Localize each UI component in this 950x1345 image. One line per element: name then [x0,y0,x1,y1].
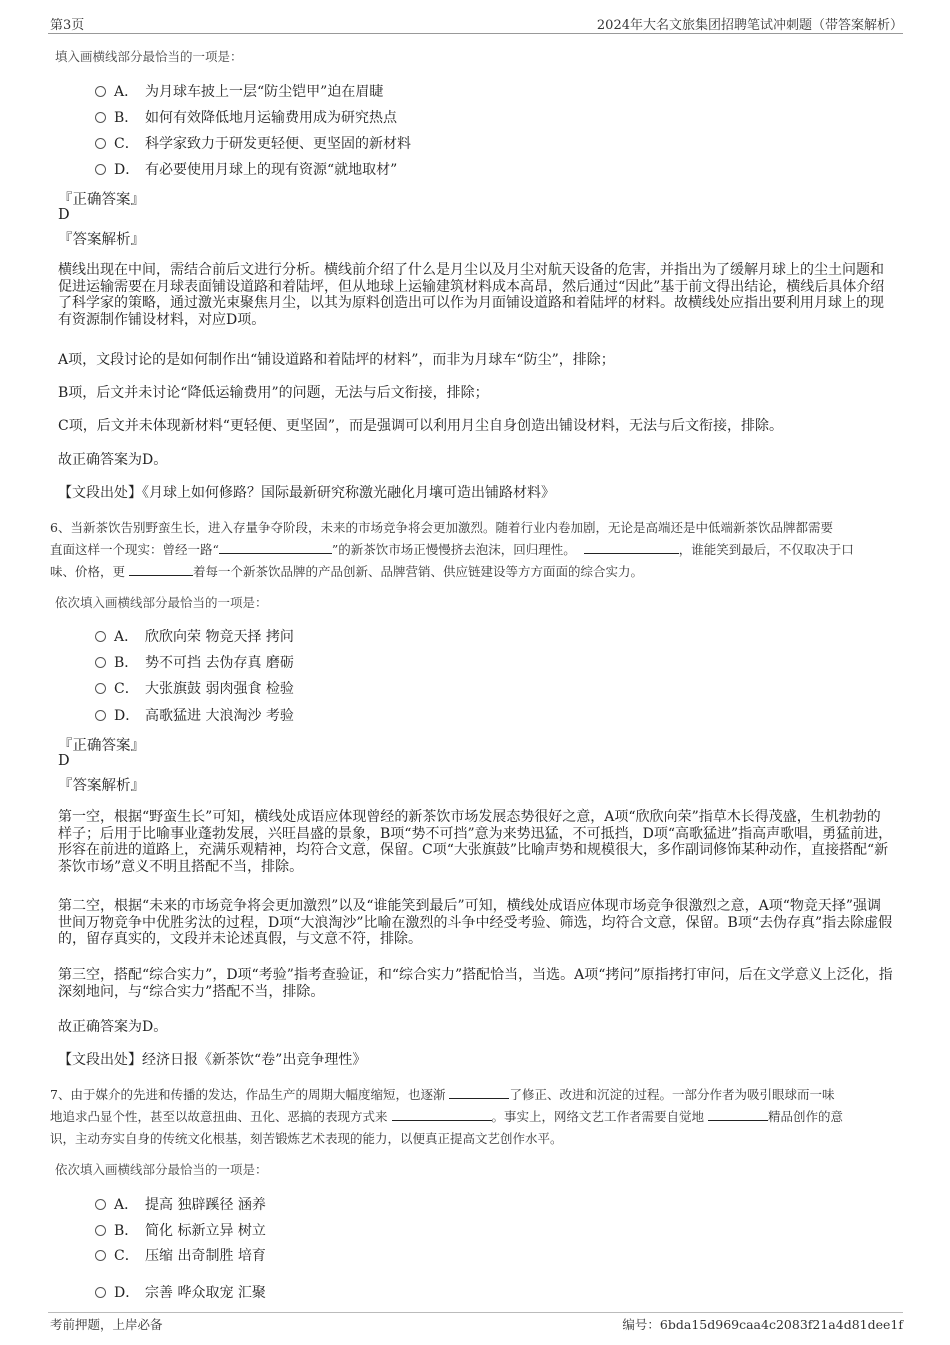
radio-icon[interactable] [95,1287,106,1298]
q6-analysis-3: 第三空，搭配“综合实力”，D项“考验”指考查验证，和“综合实力”搭配恰当，当选。A项“拷问”原指拷打审问，后在文学意义上泛化，指深刻地问，与“综合实力”搭配不当，排除。 [58,967,893,1000]
document-code: 编号：6bda15d969caa4c2083f21a4d81dee1f [622,1317,903,1332]
radio-icon[interactable] [95,86,106,97]
radio-icon[interactable] [95,1250,106,1261]
radio-icon[interactable] [95,1225,106,1236]
q5-analysis-label: 『答案解析』 [58,232,145,248]
q6-option-a[interactable]: A． 欣欣向荣 物竞天择 拷问 [95,627,294,647]
radio-icon[interactable] [95,138,106,149]
radio-icon[interactable] [95,631,106,642]
blank-1 [449,1085,509,1099]
radio-icon[interactable] [95,1199,106,1210]
q6-analysis-1: 第一空，根据“野蛮生长”可知，横线处成语应体现曾经的新茶饮市场发展态势很好之意，A项“欣欣向荣”指草木长得茂盛，生机勃勃的样子；后用于比喻事业蓬勃发展，兴旺昌盛的景象，B项“势不可挡”意为来势迅猛，不可抵挡，D项“高歌猛进”指高声歌唱，勇猛前进，形容在前进的道路上，充满乐观精神，均符合文意，保留。C项“大张旗鼓”比喻声势和规模很大，多作副词修饰某种动作，直接搭配“新茶饮市场”意义不明且搭配不当，排除。 [58,809,893,875]
radio-icon[interactable] [95,710,106,721]
q5-analysis-a: A项，文段讨论的是如何制作出“铺设道路和着陆坪的材料”，而非为月球车“防尘”，排除； [58,352,615,368]
q5-option-c[interactable]: C． 科学家致力于研发更轻便、更坚固的新材料 [95,134,411,154]
q5-source: 【文段出处】《月球上如何修路？国际最新研究称激光融化月壤可造出铺路材料》 [58,485,555,501]
q6-answer-label: 『正确答案』 [58,738,145,754]
q5-option-b[interactable]: B． 如何有效降低地月运输费用成为研究热点 [95,108,397,128]
q6-answer: D [58,753,70,769]
q7-stem: 7、由于媒介的先进和传播的发达，作品生产的周期大幅度缩短，也逐渐 了修正、改进和沉淀的过程。一部分作者为吸引眼球而一味 地追求凸显个性，甚至以故意扭曲、丑化、恶搞的表现方式来 。事实上，网络文艺工作者需要自觉地 精品创作的意 识，主动夯实自身的传统文化根基，刻苦锻炼艺术表现的能力，以便真正提高文艺创作水平。 [50,1087,844,1146]
footer-slogan: 考前押题，上岸必备 [50,1317,163,1332]
q5-analysis-c: C项，后文并未体现新材料“更轻便、更坚固”，而是强调可以利用月尘自身创造出铺设材料，无法与后文衔接，排除。 [58,418,784,434]
q7-prompt: 依次填入画横线部分最恰当的一项是： [55,1162,268,1177]
radio-icon[interactable] [95,164,106,175]
q6-prompt: 依次填入画横线部分最恰当的一项是： [55,595,268,610]
q5-analysis-b: B项，后文并未讨论“降低运输费用”的问题，无法与后文衔接，排除； [58,385,489,401]
blank-3 [708,1107,768,1121]
q5-analysis-main: 横线出现在中间，需结合前后文进行分析。横线前介绍了什么是月尘以及月尘对航天设备的危害，并指出为了缓解月球上的尘土问题和促进运输需要在月球表面铺设道路和着陆坪，但从地球上运输建筑材料成本高昂，然后通过“因此”基于前文得出结论，横线后具体介绍了科学家的策略，通过激光束聚焦月尘，以其为原料创造出可以作为月面铺设道路和着陆坪的材料。故横线处应指出要利用月球上的现有资源制作铺设材料，对应D项。 [58,262,885,328]
q6-option-c[interactable]: C． 大张旗鼓 弱肉强食 检验 [95,679,294,699]
blank-1 [219,540,332,554]
q6-stem: 6、当新茶饮告别野蛮生长，进入存量争夺阶段，未来的市场竞争将会更加激烈。随着行业内卷加剧，无论是高端还是中低端新茶饮品牌都需要 直面这样一个现实：曾经一路“ ”的新茶饮市场正慢慢挤去泡沫，回归理性。 ，谁能笑到最后，不仅取决于口 味、价格，更 着每一个新茶饮品牌的产品创新、品牌营销、供应链建设等方方面面的综合实力。 [50,520,854,579]
q6-option-b[interactable]: B． 势不可挡 去伪存真 磨砺 [95,653,294,673]
radio-icon[interactable] [95,683,106,694]
q6-source: 【文段出处】经济日报《新茶饮“卷”出竞争理性》 [58,1052,367,1068]
q5-answer: D [58,207,70,223]
page-number: 第3页 [50,18,85,33]
q7-option-d[interactable]: D． 宗善 哗众取宠 汇聚 [95,1283,266,1303]
blank-2 [392,1107,492,1121]
q6-analysis-label: 『答案解析』 [58,778,145,794]
q5-conclusion: 故正确答案为D。 [58,452,168,468]
q7-option-b[interactable]: B． 简化 标新立异 树立 [95,1221,266,1241]
q6-analysis-2: 第二空，根据“未来的市场竞争将会更加激烈”以及“谁能笑到最后”可知，横线处成语应体现市场竞争很激烈之意，A项“物竞天择”强调世间万物竞争中优胜劣汰的过程，D项“大浪淘沙”比喻在激烈的斗争中经受考验、筛选，均符合文意，保留。B项“去伪存真”指去除虚假的，留存真实的，文段并未论述真假，与文意不符，排除。 [58,898,893,947]
blank-2 [584,540,679,554]
radio-icon[interactable] [95,657,106,668]
q5-option-d[interactable]: D． 有必要使用月球上的现有资源“就地取材” [95,160,397,180]
footer-divider [48,1312,903,1313]
radio-icon[interactable] [95,112,106,123]
q6-option-d[interactable]: D． 高歌猛进 大浪淘沙 考验 [95,706,294,726]
document-title: 2024年大名文旅集团招聘笔试冲刺题（带答案解析） [596,18,903,33]
q5-prompt: 填入画横线部分最恰当的一项是： [55,49,243,64]
q7-option-a[interactable]: A． 提高 独辟蹊径 涵养 [95,1195,266,1215]
q5-option-a[interactable]: A． 为月球车披上一层“防尘铠甲”迫在眉睫 [95,82,383,102]
q5-answer-label: 『正确答案』 [58,192,145,208]
blank-3 [129,562,193,576]
q6-conclusion: 故正确答案为D。 [58,1019,168,1035]
q7-option-c[interactable]: C． 压缩 出奇制胜 培育 [95,1246,266,1266]
page-header [50,14,903,34]
header-divider [48,33,903,34]
